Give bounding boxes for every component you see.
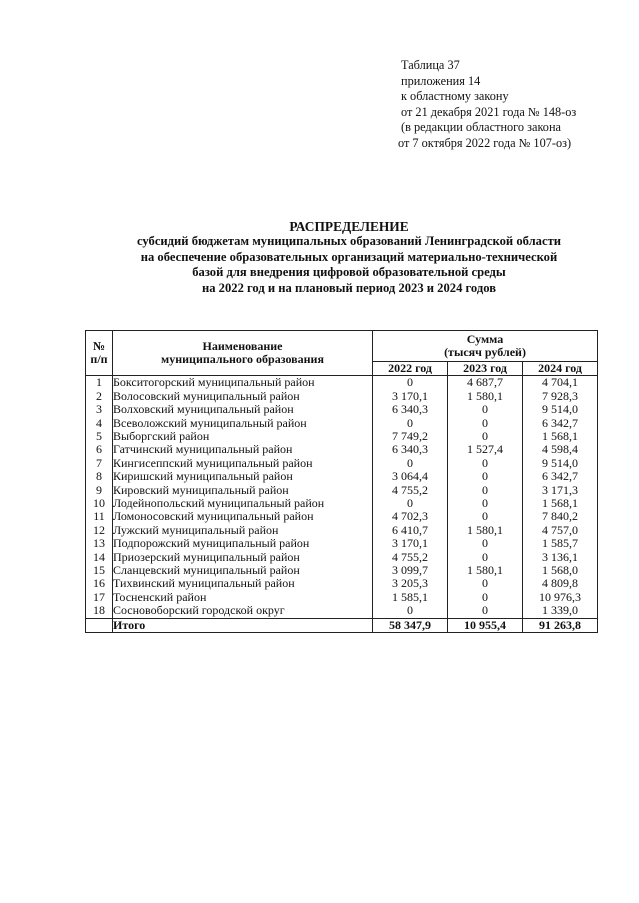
subtitle-line: субсидий бюджетам муниципальных образований Ленинградской области: [136, 234, 562, 248]
table-row: [86, 510, 598, 523]
row-number: 3: [86, 403, 113, 416]
header-line: от 7 октября 2022 года № 107-оз): [398, 135, 572, 150]
table-row: [86, 417, 598, 430]
value-2024: 1 585,7: [523, 537, 598, 550]
value-2023: 1 580,1: [448, 390, 523, 403]
value-2024: 4 598,4: [523, 443, 598, 456]
row-number: 10: [86, 497, 113, 510]
table-row: [86, 564, 598, 577]
municipality-name: Волосовский муниципальный район: [113, 390, 373, 403]
value-2023: 0: [448, 470, 523, 483]
value-2022: 0: [373, 497, 448, 510]
row-number: 14: [86, 551, 113, 564]
value-2022: 0: [373, 417, 448, 430]
value-2023: 0: [448, 497, 523, 510]
municipality-name: Подпорожский муниципальный район: [113, 537, 373, 550]
value-2022: 4 755,2: [373, 484, 448, 497]
value-2022: 4 755,2: [373, 551, 448, 564]
col-number-header: [86, 331, 113, 376]
value-2024: 6 342,7: [523, 417, 598, 430]
header-line: к областному закону: [401, 89, 509, 104]
table-row: [86, 591, 598, 604]
row-number: 4: [86, 417, 113, 430]
col-sum-unit: (тысяч рублей): [444, 345, 526, 359]
col-name-header: [113, 331, 373, 376]
value-2023: 0: [448, 604, 523, 618]
table-row: [86, 470, 598, 483]
document-title-block: [60, 219, 638, 296]
header-line: приложения 14: [401, 73, 481, 88]
header-line: (в редакции областного закона: [401, 120, 561, 135]
value-2024: 9 514,0: [523, 457, 598, 470]
table-row: [86, 390, 598, 403]
value-2023: 0: [448, 484, 523, 497]
table-row: [86, 604, 598, 618]
value-2023: 4 687,7: [448, 376, 523, 390]
row-number: 1: [86, 376, 113, 390]
total-number-cell: [86, 618, 113, 632]
value-2022: 0: [373, 457, 448, 470]
municipality-name: Всеволожский муниципальный район: [113, 417, 373, 430]
subtitle-line: на обеспечение образовательных организаций материально-технической: [140, 249, 558, 264]
total-2022: 58 347,9: [373, 618, 448, 632]
table-row: [86, 524, 598, 537]
table-row: [86, 484, 598, 497]
col-number-label: №: [92, 339, 106, 354]
table-row: [86, 403, 598, 416]
subtitle-line: на 2022 год и на плановый период 2023 и 2024 годов: [201, 280, 497, 295]
total-2024: 91 263,8: [523, 618, 598, 632]
value-2024: 9 514,0: [523, 403, 598, 416]
value-2024: 6 342,7: [523, 470, 598, 483]
total-label: Итого: [113, 618, 373, 632]
year-header-2022: 2022 год: [373, 362, 448, 376]
distribution-table: [85, 330, 598, 633]
municipality-name: Волховский муниципальный район: [113, 403, 373, 416]
value-2023: 0: [448, 417, 523, 430]
value-2022: 6 340,3: [373, 403, 448, 416]
value-2022: 3 170,1: [373, 537, 448, 550]
municipality-name: Лужский муниципальный район: [113, 524, 373, 537]
value-2022: 0: [373, 376, 448, 390]
value-2024: 3 136,1: [523, 551, 598, 564]
municipality-name: Выборгский район: [113, 430, 373, 443]
value-2024: 7 840,2: [523, 510, 598, 523]
year-header-2024: 2024 год: [523, 362, 598, 376]
row-number: 13: [86, 537, 113, 550]
row-number: 18: [86, 604, 113, 618]
value-2024: 4 704,1: [523, 376, 598, 390]
value-2023: 0: [448, 551, 523, 564]
row-number: 12: [86, 524, 113, 537]
table-row: [86, 577, 598, 590]
municipality-name: Кировский муниципальный район: [113, 484, 373, 497]
value-2022: 6 340,3: [373, 443, 448, 456]
value-2022: 3 205,3: [373, 577, 448, 590]
header-line: от 21 декабря 2021 года № 148-оз: [401, 104, 577, 119]
row-number: 6: [86, 443, 113, 456]
document-title: РАСПРЕДЕЛЕНИЕ: [289, 219, 409, 234]
row-number: 8: [86, 470, 113, 483]
value-2023: 1 580,1: [448, 524, 523, 537]
value-2023: 0: [448, 403, 523, 416]
municipality-name: Кингисеппский муниципальный район: [113, 457, 373, 470]
value-2023: 0: [448, 537, 523, 550]
municipality-name: Лодейнопольский муниципальный район: [113, 497, 373, 510]
value-2022: 1 585,1: [373, 591, 448, 604]
header-line: Таблица 37: [401, 58, 460, 72]
value-2024: 4 757,0: [523, 524, 598, 537]
value-2023: 0: [448, 457, 523, 470]
table-row: [86, 443, 598, 456]
value-2023: 0: [448, 430, 523, 443]
municipality-name: Киришский муниципальный район: [113, 470, 373, 483]
municipality-name: Приозерский муниципальный район: [113, 551, 373, 564]
table-row: [86, 497, 598, 510]
row-number: 16: [86, 577, 113, 590]
table-row: [86, 376, 598, 390]
row-number: 5: [86, 430, 113, 443]
value-2022: 0: [373, 604, 448, 618]
value-2022: 3 064,4: [373, 470, 448, 483]
value-2024: 3 171,3: [523, 484, 598, 497]
value-2023: 0: [448, 577, 523, 590]
row-number: 11: [86, 510, 113, 523]
appendix-header: [398, 58, 577, 152]
table-row: [86, 551, 598, 564]
table-row: [86, 430, 598, 443]
col-name-label-2: муниципального образования: [161, 352, 324, 367]
value-2022: 4 702,3: [373, 510, 448, 523]
row-number: 17: [86, 591, 113, 604]
value-2024: 4 809,8: [523, 577, 598, 590]
value-2024: 1 568,1: [523, 430, 598, 443]
municipality-name: Сосновоборский городской округ: [113, 604, 373, 618]
row-number: 15: [86, 564, 113, 577]
total-2023: 10 955,4: [448, 618, 523, 632]
value-2024: 1 568,0: [523, 564, 598, 577]
row-number: 2: [86, 390, 113, 403]
subtitle-line: базой для внедрения цифровой образовательной среды: [192, 265, 506, 279]
municipality-name: Тосненский район: [113, 591, 373, 604]
value-2022: 6 410,7: [373, 524, 448, 537]
row-number: 7: [86, 457, 113, 470]
row-number: 9: [86, 484, 113, 497]
col-number-label-2: п/п: [90, 352, 108, 367]
value-2024: 1 339,0: [523, 604, 598, 618]
total-row: [86, 618, 598, 632]
value-2024: 1 568,1: [523, 497, 598, 510]
value-2024: 10 976,3: [523, 591, 598, 604]
value-2022: 3 099,7: [373, 564, 448, 577]
municipality-name: Сланцевский муниципальный район: [113, 564, 373, 577]
value-2022: 7 749,2: [373, 430, 448, 443]
value-2023: 0: [448, 591, 523, 604]
municipality-name: Ломоносовский муниципальный район: [113, 510, 373, 523]
municipality-name: Бокситогорский муниципальный район: [113, 376, 373, 390]
value-2023: 1 527,4: [448, 443, 523, 456]
year-header-2023: 2023 год: [448, 362, 523, 376]
col-sum-label: Сумма: [466, 332, 504, 346]
table-row: [86, 537, 598, 550]
value-2022: 3 170,1: [373, 390, 448, 403]
municipality-name: Тихвинский муниципальный район: [113, 577, 373, 590]
municipality-name: Гатчинский муниципальный район: [113, 443, 373, 456]
col-sum-header: [373, 331, 598, 362]
col-name-label: Наименование: [202, 339, 283, 354]
value-2023: 0: [448, 510, 523, 523]
value-2023: 1 580,1: [448, 564, 523, 577]
table-row: [86, 457, 598, 470]
value-2024: 7 928,3: [523, 390, 598, 403]
